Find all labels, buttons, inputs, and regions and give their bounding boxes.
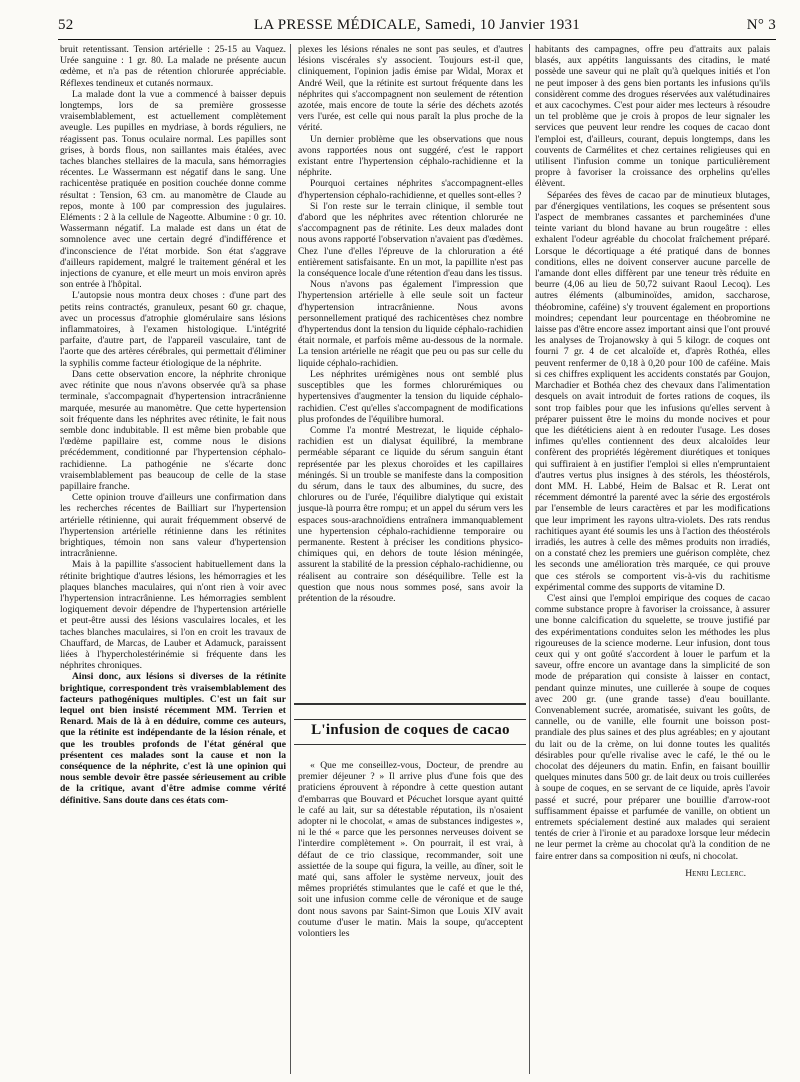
article-separator: [294, 703, 526, 720]
page-number: 52: [58, 17, 74, 33]
paragraph: « Que me conseillez-vous, Docteur, de prendre au premier déjeuner ? » Il arrive plus d'une fois que des praticiens éprouvent à répondre à cette question autant d'embarras que Bouvard et Pécuchet lorsque ayant quitté le café au lait, sur sa détestable réputation, ils n'osaient adopter ni le chocolat, « amas de substances indigestes », ni le thé « parce que les personnes nerveuses doivent se l'interdire complètement ». On pourrait, il est vrai, à défaut de ce trio classique, recommander, soit une assiettée de la soupe qui figura, la veille, au dîner, soit le maté qui, sans affoler le système nerveux, jouit des mêmes propriétés stimulantes que le café et que le thé, soit une infusion comme celle de véronique et de sauge dont nous savons par Saint-Simon que Louis XIV avait coutume d'user le matin. Mais la soupe, qu'acceptent volontiers les: [298, 760, 523, 940]
column-1: [60, 44, 286, 806]
paragraph: plexes les lésions rénales ne sont pas seules, et d'autres lésions viscérales s'y associent. Toujours est-il que, cliniquement, l'opinion jadis émise par Widal, Morax et André Weil, que la rétinite est surtout fréquente dans les néphrites qui s'accompagnent non seulement de rétention azotée, mais encore de toute la série des déchets azotés vers l'urée, est celle qui nous paraît la plus proche de la vérité.: [298, 44, 523, 134]
paragraph: Dans cette observation encore, la néphrite chronique avec rétinite que nous n'avons observée qu'à sa phase terminale, s'accompagnait d'hypertension intracrânienne marquée, mesurée au manomètre. Que cette hypertension soit fréquente dans les néphrites avec rétinite, le fait nous semble donc indubitable. Il est même bien probable que l'œdème papillaire est, comme nous le disions précédemment, conditionné par l'hypertension céphalo-rachidienne. La pathogénie ne s'écarte donc vraisemblablement pas beaucoup de celle de la stase papillaire franche.: [60, 368, 286, 492]
paragraph: Nous n'avons pas également l'impression que l'hypertension artérielle à elle seule soit un facteur d'hypertension intracrânienne. Nous avons personnellement pratiqué des rachicentèses chez nombre d'hypertendus dont la tension du liquide céphalo-rachidien était normale, et parfois même au-dessous de la normale. La tension artérielle ne réagit que peu ou pas sur celle du liquide céphalo-rachidien.: [298, 279, 523, 369]
paragraph: habitants des campagnes, offre peu d'attraits aux palais blasés, aux appétits languissants des citadins, le maté possède une saveur qui ne plaît qu'à quelques initiés et l'on ne peut imposer à des gens bien portants les infusions qu'ils considèrent comme des drogues réservées aux valétudinaires et aux cacochymes. C'est pour aider mes lecteurs à résoudre un tel problème que je crois à propos de leur signaler les services que peuvent leur rendre les coques de cacao dont l'emploi est, d'ailleurs, courant, depuis longtemps, dans les couvents de Carmélites et chez certaines religieuses qui en utilisent l'infusion comme un tonique particulièrement propre à favoriser la croissance des orphelins qu'elles élèvent.: [535, 44, 770, 190]
paragraph: bruit retentissant. Tension artérielle : 25-15 au Vaquez. Urée sanguine : 1 gr. 80. La malade ne présente aucun œdème, et n'a pas de rétention chlorurée appréciable. Réflexes tendineux et cutanés normaux.: [60, 44, 286, 89]
paragraph: Les néphrites urémigènes nous ont semblé plus susceptibles que les formes chlorurémiques ou hypertensives d'augmenter la tension du liquide céphalo-rachidien. C'est qu'elles s'accompagnent de modifications plus profondes de l'équilibre humoral.: [298, 368, 523, 425]
paragraph: Comme l'a montré Mestrezat, le liquide céphalo-rachidien est un dialysat équilibré, la membrane perméable séparant ce liquide du sérum sanguin étant représentée par les plexus choroïdes et les capillaires méningés. Si un trouble se manifeste dans la composition du sérum, dans le taux des albumines, du sucre, des chlorures ou de l'urée, l'équilibre dialytique qui existait jusque-là pourra être rompu; et un appel du sérum vers les espaces sous-arachnoïdiens entraînera immanquablement une hypertension céphalo-rachidienne temporaire ou permanente. Restent à préciser les conditions physico-chimiques qui, en dehors de toute lésion méningée, assurent la stabilité de la pression céphalo-rachidienne, ou réalisent au contraire son déséquilibre. Telle est la question que nous nous sommes posé, sans avoir la prétention de la résoudre.: [298, 424, 523, 604]
column-3: [535, 44, 770, 879]
paragraph: C'est ainsi que l'emploi empirique des coques de cacao comme substance propre à favoriser la croissance, à assurer une bonne calcification du squelette, se trouve justifié par des expérimentations conduites selon les méthodes les plus rigoureuses de la science moderne. Leur infusion, dont tous ceux qui y ont goûté s'accordent à louer le parfum et la saveur, offre encore un avantage dans la simplicité de son mode de préparation qui consiste à laisser en contact, pendant quinze minutes, une cuillerée à soupe de coques avec 200 gr. (une grande tasse) d'eau bouillante. Convenablement sucrée, aromatisée, suivant les goûts, de cannelle, ou de vanille, elle fournit une boisson post-prandiale des plus saines et des plus agréables; en y ajoutant du lait ou de la crème, on lui donne toutes les qualités désirables pour qu'elle rivalise avec le café, le thé ou le chocolat des déjeuners du matin. Enfin, en faisant bouillir quelques minutes dans 500 gr. de lait deux ou trois cuillerées à soupe de coques, en se servant de ce liquide, après l'avoir passé et sucré, pour préparer une bouillie d'arrow-root suffisamment épaisse et parfumée de vanille, on obtient un entremets spécialement destiné aux malades qui seraient tentés de crier à l'ironie et au paradoxe lorsque leur médecin ne leur permet la crème au chocolat qu'à la condition de ne faire entrer dans sa composition ni œufs, ni chocolat.: [535, 592, 770, 862]
paragraph: Pourquoi certaines néphrites s'accompagnent-elles d'hypertension céphalo-rachidienne, et quelles sont-elles ?: [298, 178, 523, 201]
issue-number: N° 3: [746, 17, 776, 33]
article-column-2: [298, 760, 523, 939]
journal-title: LA PRESSE MÉDICALE, Samedi, 10 Janvier 1931: [253, 17, 581, 33]
column-divider: [529, 44, 530, 1074]
article-title: L'infusion de coques de cacao: [311, 722, 510, 738]
paragraph: Ainsi donc, aux lésions si diverses de la rétinite brightique, correspondent très vraisemblablement des facteurs pathogéniques multiples. C'est un fait sur lequel ont bien insisté récemment MM. Terrien et Renard. Mais de là à en déduire, comme ces auteurs, que la rétinite est indépendante de la lésion rénale, et que les troubles profonds de l'état général que présentent ces malades sont la cause et non la conséquence de la néphrite, c'est là une opinion qui nous semble devoir être passée sérieusement au crible de la critique, avant d'être admise comme vérité définitive. Sans doute dans ces états com-: [60, 671, 286, 806]
paragraph: La malade dont la vue a commencé à baisser depuis longtemps, lors de sa première grossesse vraisemblablement, est actuellement complètement aveugle. Les pupilles en mydriase, à bords réguliers, ne réagissent pas. Tonus oculaire normal. Les papilles sont grises, à bords flous, non saillantes mais étalées, avec taches blanches stellaires de la macula, sans hémorragies récentes. Le Wassermann est négatif dans le sang. Une rachicentèse pratiquée en position couchée donne comme résultat : Tension, 63 cm. au manomètre de Claude au repos, monte à 100 par compression des jugulaires. Eléments : 2 à la cellule de Nageotte. Albumine : 0 gr. 10. Wassermann négatif. La malade est dans un état de somnolence avec une certain degré d'indifférence et d'inconscience de l'état morbide. Son état s'aggrave d'ailleurs rapidement, malgré le traitement général et les injections de cyanure, et elle meurt un mois environ après son entrée à l'hôpital.: [60, 88, 286, 291]
paragraph: Cette opinion trouve d'ailleurs une confirmation dans les recherches récentes de Bailliart sur l'hypertension artérielle rétinienne, qui aurait fréquemment observé de l'hypertension artérielle rétinienne dans les rétinites brightiques, témoin non sans valeur d'hypertension intracrânienne.: [60, 492, 286, 560]
paragraph: Séparées des fèves de cacao par de minutieux blutages, par d'énergiques ventilations, les coques se présentent sous l'aspect de membranes cassantes et parcheminées d'une teinte variant du blond havane au brun rougeâtre : elles exhalent l'odeur agréable du chocolat fraîchement préparé. Lorsque le décortiquage a été pratiqué dans de bonnes conditions, elles ne doivent conserver aucune parcelle de l'amande dont elles diffèrent par une teneur très réduite en beurre (4,06 au lieu de 50,72 suivant Raoul Lecoq). Les autres éléments (albuminoïdes, amidon, saccharose, théobromine, caféine) s'y trouvent également en proportions moindres; cependant leur pourcentage en théobromine ne laisse pas d'être encore assez important ainsi que l'ont prouvé les analyses de Trojanowsky à qui 5 kilogr. de coques ont fourni 7 gr. 4 de cet alcaloïde et, d'après Rothéa, elles peuvent renfermer de 0,18 à 0,20 pour 100 de caféine. Mais si ces chiffres expliquent les accidents constatés par Goujon, Marchadier et Bothéa chez des chevaux dans l'alimentation desquels on avait introduit de fortes rations de coques, ils sont trop faibles pour que les infusions qu'elles servent à préparer puissent être le moins du monde nocives et pour que les diététiciens aient à en redouter l'usage. Les doses infimes qu'elles contiennent des deux alcaloïdes leur confèrent des propriétés légèrement diurétiques et toniques qui suffiraient à en justifier l'emploi si elles n'empruntaient d'autres vertus plus insignes à des stérols, les théostérols, dont MM. H. Labbé, Heim de Balsac et R. Lerat ont récemment démontré la parenté avec la série des ergostérols par l'ensemble de leurs caractères et par les modifications que leur impriment les rayons ultra-violets. Des rats rendus rachitiques ayant été soumis les uns à l'action des théostérols irradiés, les autres à celle des mêmes produits non irradiés, on a constaté chez les premiers une guérison complète, chez les seconds une amélioration très marquée, ce qui prouve que ces stérols se comportent vis-à-vis du rachitisme expérimental comme des supports de vitamine D.: [535, 189, 770, 593]
title-rule: [294, 744, 526, 745]
paragraph: Un dernier problème que les observations que nous avons rapportées nous ont suggéré, c'est le rapport existant entre l'hypertension céphalo-rachidienne et la néphrite.: [298, 133, 523, 179]
paragraph: L'autopsie nous montra deux choses : d'une part des petits reins contractés, granuleux, pesant 60 gr. chaque, avec un processus d'atrophie glomérulaire sans lésions inflammatoires, à l'examen histologique. L'intégrité parfaite, d'autre part, de l'appareil vasculaire, tant de l'aorte que des artères cérébrales, qui permettait d'éliminer la syphilis comme facteur étiologique de la néphrite.: [60, 290, 286, 369]
author-signature: Henri Leclerc.: [685, 867, 746, 879]
header-rule: [58, 39, 776, 40]
column-2: [298, 44, 523, 604]
column-divider: [290, 44, 291, 1074]
paragraph: Si l'on reste sur le terrain clinique, il semble tout d'abord que les néphrites avec rétention chlorurée ne s'accompagnent pas de rétinite. Les deux malades dont nous avons rapporté l'observation n'avaient pas d'œdèmes. Chez l'une d'elles l'épreuve de la chloruration a été entièrement satisfaisante. En un mot, la papillite n'est pas la conséquence locale d'une rétention d'eau dans les tissus.: [298, 200, 523, 280]
paragraph: Mais à la papillite s'associent habituellement dans la rétinite brightique d'autres lésions, les hémorragies et les plaques blanches maculaires, qui n'ont rien à voir avec l'hypertension intracrânienne. Les hémorragies semblent logiquement devoir dépendre de l'hypertension artérielle et peut-être aussi des lésions vasculaires locales, et les taches blanches maculaires, si l'on en croit les travaux de Chauffard, de Marcas, de Lauber et Adamuck, paraissent liées à l'hypercholestérinémie si fréquente dans les néphrites chroniques.: [60, 559, 286, 672]
